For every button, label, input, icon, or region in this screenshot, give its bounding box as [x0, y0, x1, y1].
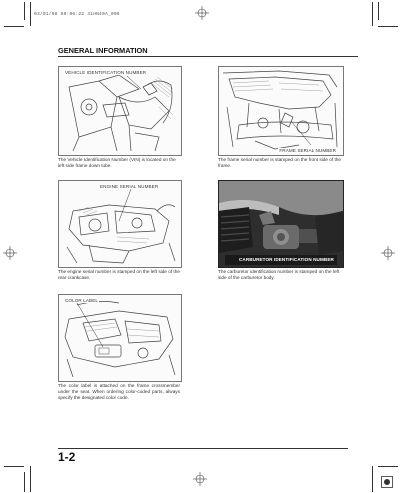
crop-mark-bottom-right-v: [372, 466, 373, 492]
carburetor-caption: The carburetor identification number is stamped on the left side of the carburetor body.: [218, 269, 340, 280]
vin-label: VEHICLE IDENTIFICATION NUMBER: [65, 70, 147, 75]
registration-mark-top: [195, 6, 209, 20]
frame-label: FRAME SERIAL NUMBER: [279, 148, 336, 153]
registration-mark-corner: [381, 476, 395, 490]
section-title: GENERAL INFORMATION: [58, 46, 148, 55]
color-label-label: COLOR LABEL: [65, 298, 99, 303]
carburetor-photo-image: [219, 181, 343, 267]
frame-caption: The frame serial number is stamped on the front side of the frame.: [218, 157, 341, 168]
engine-label: ENGINE SERIAL NUMBER: [100, 184, 159, 189]
engine-figure: [58, 180, 182, 268]
crop-mark-top-left-v: [30, 2, 31, 26]
print-stamp: 03/01/08 09:06:22 41HN40A_005: [34, 12, 120, 17]
title-rule: [58, 56, 358, 57]
crop-mark-top-right-v2: [378, 2, 379, 20]
registration-mark-bottom: [193, 472, 207, 486]
frame-line-drawing: [219, 67, 343, 155]
color-label-caption: The color label is attached on the frame crossmember under the seat. When ordering color-coded parts, always specify the designated color code.: [58, 383, 180, 400]
crop-mark-top-left-v2: [24, 2, 25, 20]
vin-caption: The Vehicle Identification Number (VIN) is located on the left side frame down tube.: [58, 157, 176, 168]
frame-figure: [218, 66, 344, 156]
crop-mark-bottom-right-h: [378, 466, 398, 467]
color-label-line-drawing: [59, 295, 181, 381]
crop-mark-top-right-v: [372, 2, 373, 26]
crop-mark-bottom-left-v2: [24, 472, 25, 492]
registration-mark-right: [381, 246, 395, 260]
crop-mark-top-right-h: [378, 26, 398, 27]
footer-rule: [58, 448, 348, 449]
crop-mark-bottom-left-h: [4, 466, 24, 467]
vin-figure: [58, 66, 182, 156]
carburetor-label: CARBURETOR IDENTIFICATION NUMBER: [239, 257, 334, 262]
crop-mark-bottom-left-v: [30, 466, 31, 492]
crop-mark-top-left-h: [4, 26, 24, 27]
carburetor-photo: [218, 180, 344, 268]
registration-mark-left: [3, 246, 17, 260]
page-number: 1-2: [58, 450, 76, 464]
engine-line-drawing: [59, 181, 181, 267]
vin-line-drawing: [59, 67, 181, 155]
engine-caption: The engine serial number is stamped on the left side of the rear crankcase.: [58, 269, 180, 280]
color-label-figure: [58, 294, 182, 382]
